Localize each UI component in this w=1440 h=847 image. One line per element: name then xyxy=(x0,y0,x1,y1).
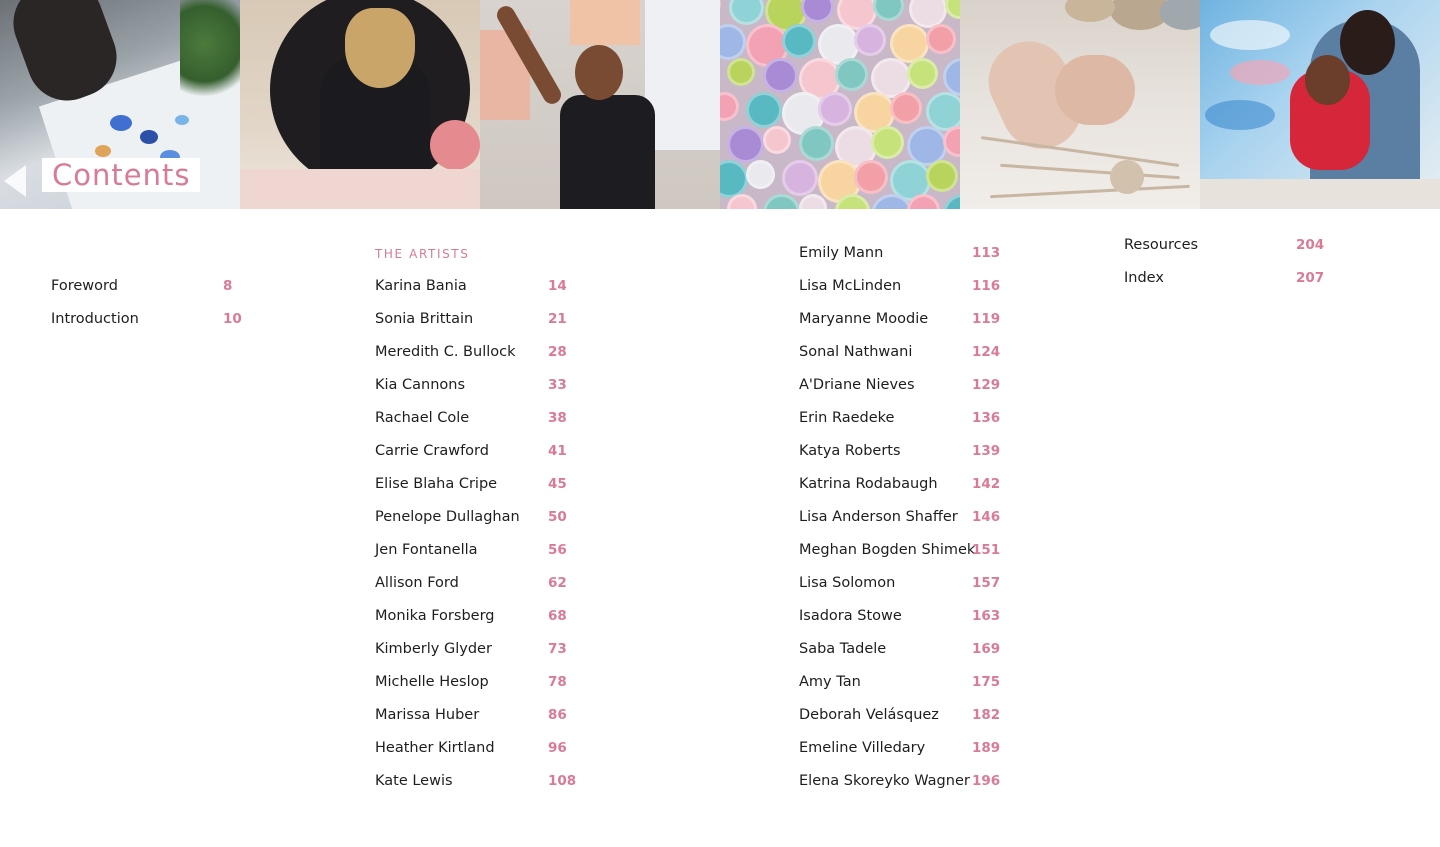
entry-page-number: 175 xyxy=(972,674,1001,690)
entry-title: Penelope Dullaghan xyxy=(375,509,520,525)
entry-page-number: 41 xyxy=(548,443,567,459)
ceramic-bowl xyxy=(727,58,755,86)
ceramic-bowl xyxy=(727,126,764,163)
entry-page-number: 33 xyxy=(548,377,567,393)
entry-title: Lisa Solomon xyxy=(799,575,896,591)
entry-title: Rachael Cole xyxy=(375,410,470,426)
entry-page-number: 62 xyxy=(548,575,567,591)
ceramic-bowl xyxy=(926,24,956,54)
page-title: Contents xyxy=(42,158,200,192)
entry-title: Foreword xyxy=(51,278,118,294)
entry-page-number: 169 xyxy=(972,641,1001,657)
photo-banner xyxy=(0,0,1440,209)
ceramic-bowl xyxy=(818,92,852,126)
ceramic-bowl xyxy=(871,126,904,159)
entry-title: Amy Tan xyxy=(799,674,861,690)
ceramic-bowl xyxy=(763,58,798,93)
entry-title: Katrina Rodabaugh xyxy=(799,476,938,492)
entry-page-number: 207 xyxy=(1296,270,1325,286)
ceramic-bowl xyxy=(907,58,938,89)
entry-title: Emily Mann xyxy=(799,245,884,261)
entry-title: Emeline Villedary xyxy=(799,740,926,756)
ceramic-bowl xyxy=(943,58,960,96)
entry-title: Kia Cannons xyxy=(375,377,466,393)
ceramic-bowl xyxy=(720,92,739,121)
entry-title: Erin Raedeke xyxy=(799,410,895,426)
child-photo xyxy=(480,0,720,209)
entry-page-number: 10 xyxy=(223,311,242,327)
ceramic-bowl xyxy=(945,0,960,19)
entry-page-number: 189 xyxy=(972,740,1001,756)
ceramic-bowl xyxy=(799,126,834,161)
entry-page-number: 129 xyxy=(972,377,1001,393)
entry-page-number: 124 xyxy=(972,344,1001,360)
entry-title: Marissa Huber xyxy=(375,707,480,723)
entry-title: Elise Blaha Cripe xyxy=(375,476,498,492)
entry-page-number: 78 xyxy=(548,674,567,690)
entry-page-number: 108 xyxy=(548,773,577,789)
ceramic-bowl xyxy=(943,194,960,209)
entry-title: Karina Bania xyxy=(375,278,467,294)
entry-title: Deborah Velásquez xyxy=(799,707,939,723)
entry-title: Lisa Anderson Shaffer xyxy=(799,509,958,525)
entry-page-number: 8 xyxy=(223,278,233,294)
entry-page-number: 119 xyxy=(972,311,1001,327)
ceramic-bowl xyxy=(854,160,888,194)
entry-page-number: 86 xyxy=(548,707,567,723)
studio-photo xyxy=(240,0,480,209)
entry-page-number: 28 xyxy=(548,344,567,360)
entry-title: Meghan Bogden Shimek xyxy=(799,542,976,558)
entry-page-number: 204 xyxy=(1296,237,1325,253)
entry-title: Lisa McLinden xyxy=(799,278,902,294)
entry-page-number: 182 xyxy=(972,707,1001,723)
entry-page-number: 38 xyxy=(548,410,567,426)
entry-title: Monika Forsberg xyxy=(375,608,495,624)
family-photo xyxy=(1200,0,1440,209)
entry-title: Sonia Brittain xyxy=(375,311,474,327)
entry-page-number: 196 xyxy=(972,773,1001,789)
entry-title: Katya Roberts xyxy=(799,443,901,459)
ceramic-bowl xyxy=(926,160,958,192)
entry-page-number: 56 xyxy=(548,542,567,558)
ceramic-bowl xyxy=(926,92,960,131)
ceramic-bowl xyxy=(746,92,782,128)
ceramic-bowl xyxy=(782,160,818,196)
ceramic-bowl xyxy=(854,24,886,56)
title-arrow-decoration xyxy=(4,165,26,197)
ceramics-photo xyxy=(720,0,960,209)
ceramic-bowl xyxy=(720,0,721,18)
entry-page-number: 113 xyxy=(972,245,1001,261)
entry-page-number: 50 xyxy=(548,509,567,525)
entry-page-number: 163 xyxy=(972,608,1001,624)
entry-page-number: 151 xyxy=(972,542,1001,558)
ceramic-bowl xyxy=(801,0,834,23)
entry-title: Saba Tadele xyxy=(799,641,887,657)
artists-heading: THE ARTISTS xyxy=(375,247,470,261)
entry-title: Index xyxy=(1124,270,1164,286)
entry-page-number: 139 xyxy=(972,443,1001,459)
ceramic-bowl xyxy=(729,0,764,25)
ceramic-bowl xyxy=(835,58,868,91)
entry-title: Kimberly Glyder xyxy=(375,641,492,657)
ceramic-bowl xyxy=(799,194,827,209)
entry-page-number: 96 xyxy=(548,740,567,756)
entry-title: A'Driane Nieves xyxy=(799,377,915,393)
entry-page-number: 146 xyxy=(972,509,1001,525)
macrame-photo xyxy=(960,0,1200,209)
entry-page-number: 73 xyxy=(548,641,567,657)
ceramic-bowl xyxy=(720,24,746,60)
ceramic-bowl xyxy=(873,0,904,21)
entry-title: Michelle Heslop xyxy=(375,674,489,690)
entry-title: Meredith C. Bullock xyxy=(375,344,516,360)
entry-title: Sonal Nathwani xyxy=(799,344,913,360)
ceramic-bowl xyxy=(890,92,922,124)
entry-title: Kate Lewis xyxy=(375,773,453,789)
entry-page-number: 45 xyxy=(548,476,567,492)
ceramic-bowl xyxy=(763,194,800,209)
ceramic-bowl xyxy=(746,160,775,189)
entry-page-number: 157 xyxy=(972,575,1001,591)
entry-page-number: 21 xyxy=(548,311,567,327)
ceramic-bowl xyxy=(763,126,791,154)
entry-title: Carrie Crawford xyxy=(375,443,489,459)
entry-title: Resources xyxy=(1124,237,1199,253)
entry-title: Introduction xyxy=(51,311,139,327)
ceramic-bowl xyxy=(782,24,816,58)
entry-title: Maryanne Moodie xyxy=(799,311,929,327)
ceramic-bowl xyxy=(720,160,748,198)
entry-title: Isadora Stowe xyxy=(799,608,902,624)
entry-page-number: 136 xyxy=(972,410,1001,426)
entry-page-number: 116 xyxy=(972,278,1001,294)
entry-title: Jen Fontanella xyxy=(375,542,478,558)
entry-title: Heather Kirtland xyxy=(375,740,495,756)
entry-title: Elena Skoreyko Wagner xyxy=(799,773,970,789)
entry-title: Allison Ford xyxy=(375,575,459,591)
entry-page-number: 68 xyxy=(548,608,567,624)
entry-page-number: 142 xyxy=(972,476,1001,492)
entry-page-number: 14 xyxy=(548,278,567,294)
